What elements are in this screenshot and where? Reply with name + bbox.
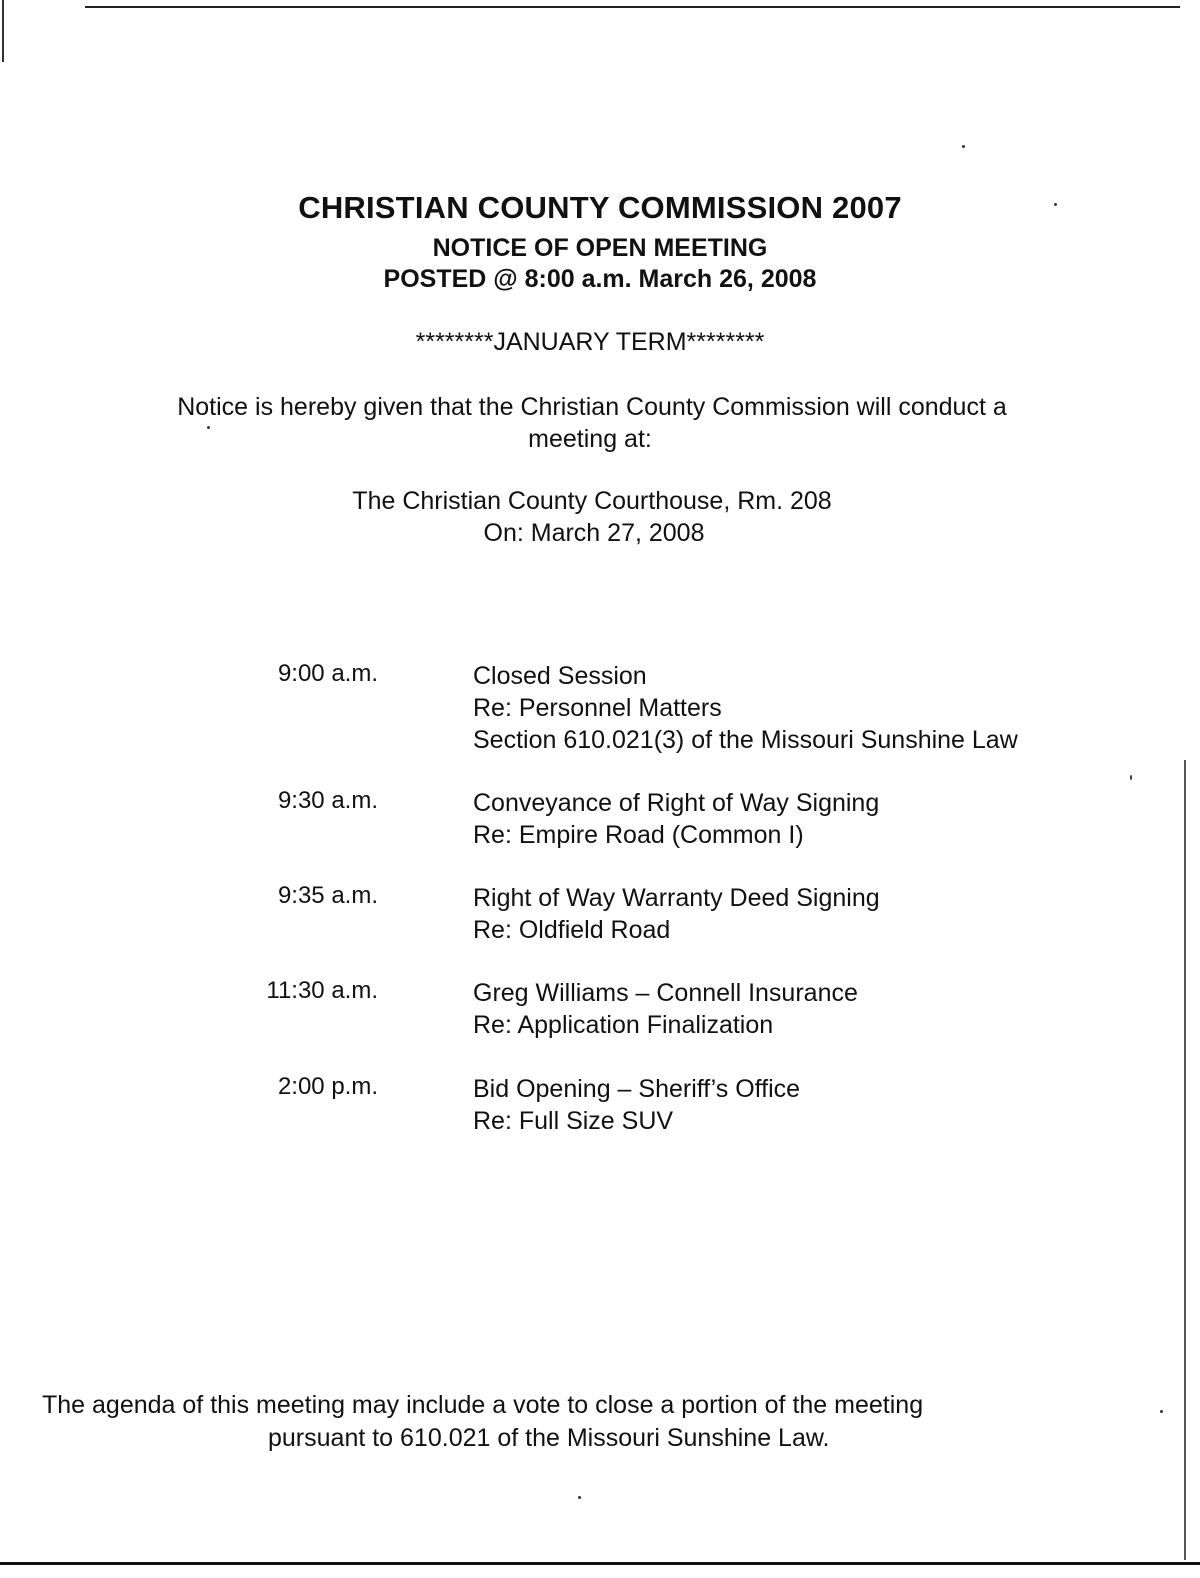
agenda-line: Re: Personnel Matters	[473, 694, 722, 722]
agenda-line: Bid Opening – Sheriff’s Office	[473, 1075, 801, 1103]
scan-speck	[578, 1496, 581, 1499]
scan-edge-right	[1184, 760, 1186, 1560]
notice-line-1: Notice is hereby given that the Christian County Commission will conduct a	[177, 393, 1007, 421]
scan-edge-top	[85, 6, 1180, 8]
agenda-time: 11:30 a.m.	[266, 977, 378, 1004]
agenda-time: 9:35 a.m.	[277, 882, 378, 909]
agenda-description	[473, 977, 858, 1041]
posted-line: POSTED @ 8:00 a.m. March 26, 2008	[383, 265, 817, 293]
agenda-description	[473, 660, 1018, 756]
term-line: ********JANUARY TERM********	[415, 328, 765, 356]
agenda-line: Greg Williams – Connell Insurance	[473, 979, 858, 1007]
scan-edge-left	[2, 0, 4, 62]
agenda-line: Closed Session	[473, 662, 647, 690]
document-title: CHRISTIAN COUNTY COMMISSION 2007	[298, 190, 902, 225]
notice-line-2: meeting at:	[528, 425, 652, 453]
meeting-date: On: March 27, 2008	[483, 519, 705, 547]
agenda-line: Right of Way Warranty Deed Signing	[473, 884, 880, 912]
agenda-line: Section 610.021(3) of the Missouri Sunshine Law	[473, 726, 1018, 754]
agenda-line: Re: Empire Road (Common I)	[473, 821, 804, 849]
footer-line-2: pursuant to 610.021 of the Missouri Sunshine Law.	[268, 1424, 830, 1452]
agenda-line: Conveyance of Right of Way Signing	[473, 789, 880, 817]
scan-speck	[1130, 775, 1132, 780]
scan-speck	[1160, 1410, 1163, 1413]
agenda-line: Re: Oldfield Road	[473, 916, 671, 944]
meeting-venue: The Christian County Courthouse, Rm. 208	[352, 487, 832, 515]
agenda-description	[473, 787, 879, 851]
agenda-description	[473, 1073, 800, 1137]
agenda-line: Re: Full Size SUV	[473, 1107, 674, 1135]
agenda-description	[473, 882, 880, 946]
footer-line-1: The agenda of this meeting may include a vote to close a portion of the meeting	[42, 1391, 924, 1419]
scan-edge-bottom	[0, 1562, 1200, 1565]
agenda-line: Re: Application Finalization	[473, 1011, 774, 1039]
agenda-time: 9:30 a.m.	[277, 787, 378, 814]
scan-speck	[962, 145, 965, 148]
document-subtitle: NOTICE OF OPEN MEETING	[432, 234, 768, 262]
agenda-time: 9:00 a.m.	[277, 660, 378, 687]
agenda-time: 2:00 p.m.	[277, 1073, 378, 1100]
